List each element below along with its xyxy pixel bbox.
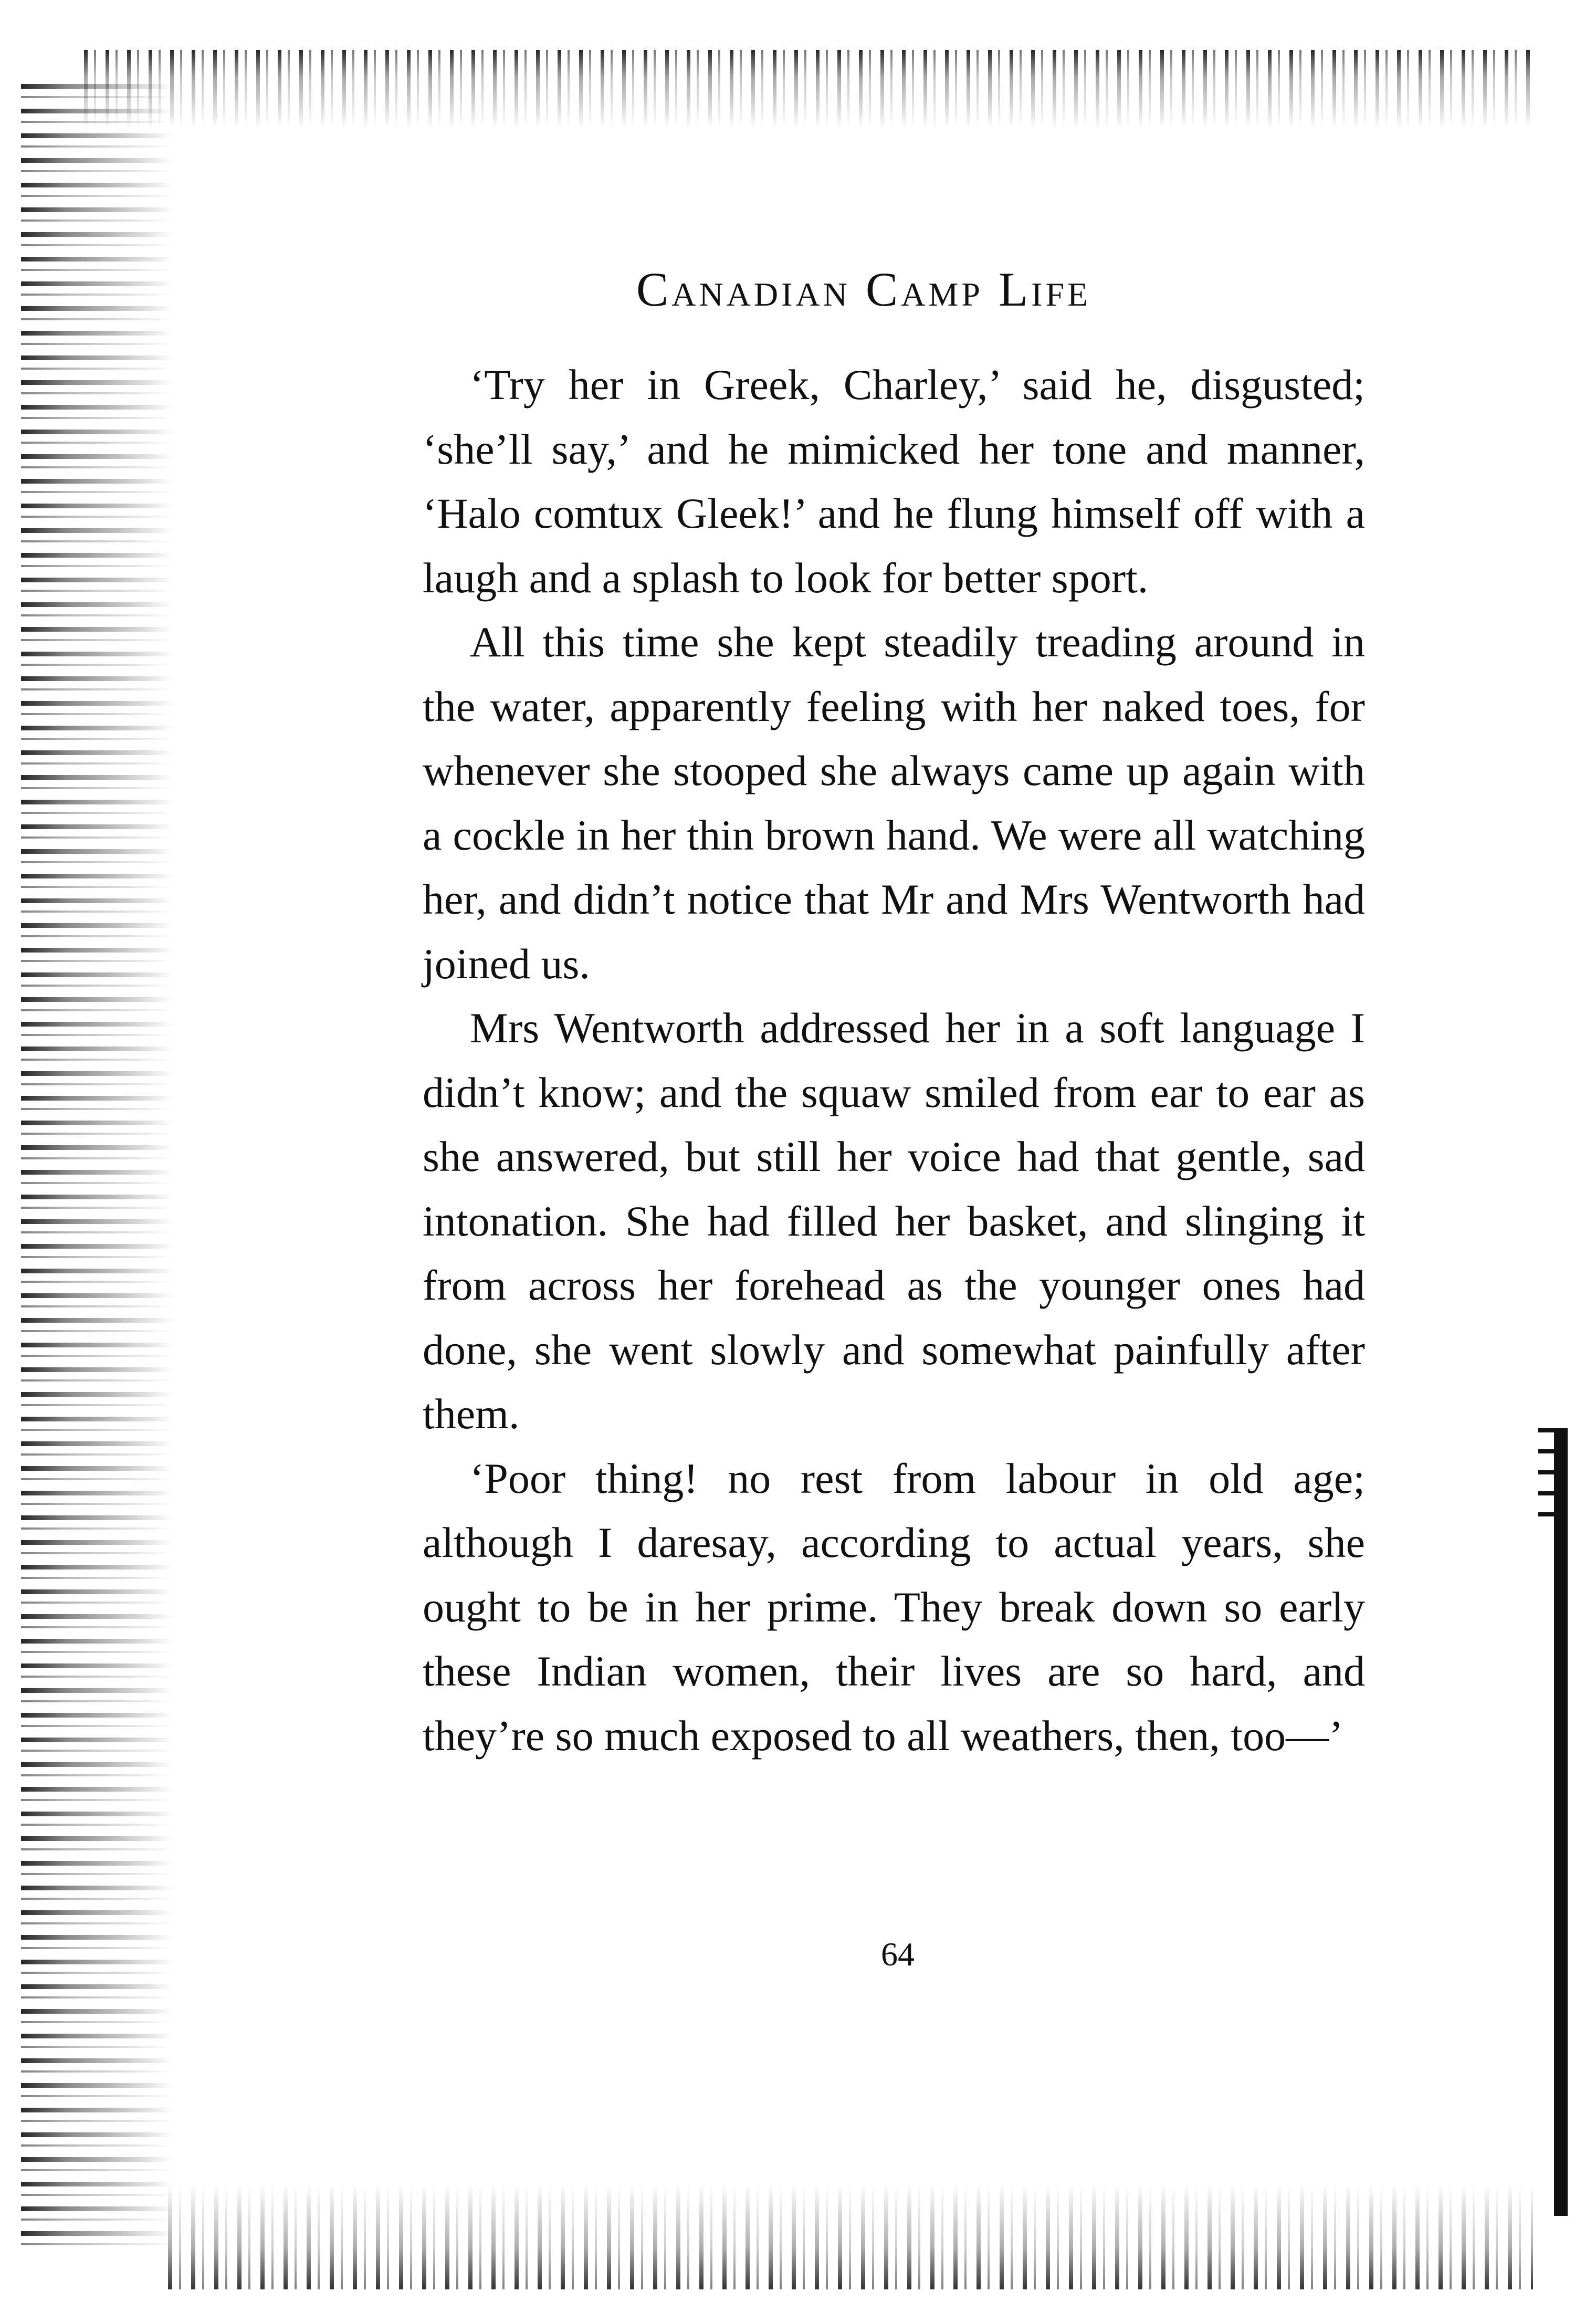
paragraph-4: ‘Poor thing! no rest from labour in old age; although I daresay, according to actual years, she ought to be in her prime. They break down so early these Indian women, their lives are so hard, and they’re so much exposed to all weathers, then, too—’ — [423, 1454, 1365, 1760]
page-number: 64 — [881, 1935, 915, 1973]
paragraph-3: Mrs Wentworth addressed her in a soft language I didn’t know; and the squaw smiled from ear to ear as she answered, but still her voice had that gentle, sad intonation. She had filled her basket, and slinging it from across her forehead as the younger ones had done, she went slowly and somewhat painfully after them. — [423, 1004, 1365, 1438]
body-text — [423, 353, 1365, 1768]
paragraph-1: ‘Try her in Greek, Charley,’ said he, disgusted; ‘she’ll say,’ and he mimicked her tone and manner, ‘Halo comtux Gleek!’ and he flung himself off with a laugh and a splash to look for better sport. — [423, 361, 1365, 602]
paragraph-2: All this time she kept steadily treading around in the water, apparently feeling with her naked toes, for whenever she stooped she always came up again with a cockle in her thin brown hand. We were all watching her, and didn’t notice that Mr and Mrs Wentworth had joined us. — [423, 618, 1365, 988]
running-head: Canadian Camp Life — [636, 263, 1091, 316]
